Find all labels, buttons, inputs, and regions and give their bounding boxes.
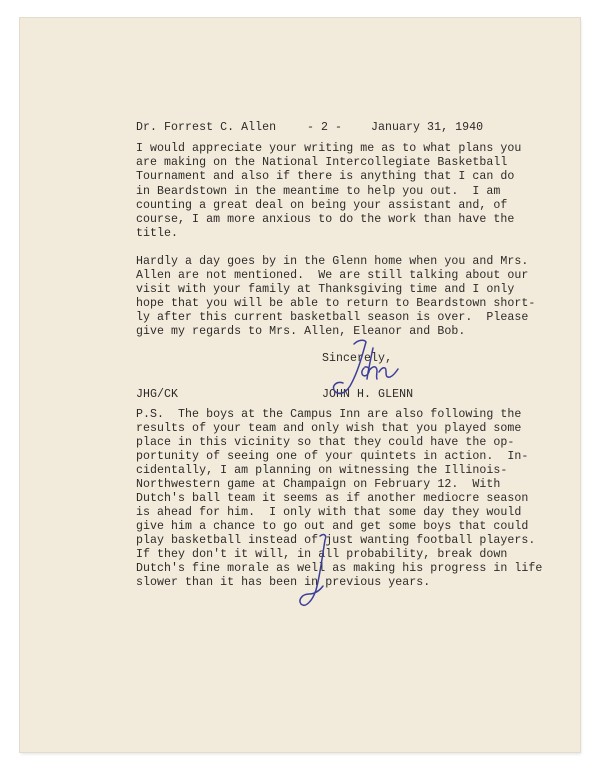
postscript-line: place in this vicinity so that they could have the op- (136, 436, 515, 449)
postscript-line: slower than it has been in previous years. (136, 576, 431, 589)
postscript-line: Dutch's ball team it seems as if another mediocre season (136, 492, 529, 505)
postscript-line: P.S. The boys at the Campus Inn are also following the (136, 408, 522, 421)
postscript-line: If they don't it will, in all probability, break down (136, 548, 508, 561)
letter-page (20, 18, 580, 752)
body-line: in Beardstown in the meantime to help you out. I am (136, 185, 501, 198)
body-line: visit with your family at Thanksgiving time and I only (136, 283, 515, 296)
body-line: hope that you will be able to return to Beardstown short- (136, 297, 536, 310)
postscript-line: results of your team and only wish that you played some (136, 422, 522, 435)
postscript-line: Northwestern game at Champaign on February 12. With (136, 478, 501, 491)
body-line: ly after this current basketball season is over. Please (136, 311, 529, 324)
body-line: Allen are not mentioned. We are still talking about our (136, 269, 529, 282)
postscript-line: is ahead for him. I only with that some day they would (136, 506, 522, 519)
body-line: Tournament and also if there is anything that I can do (136, 170, 515, 183)
postscript-line: cidentally, I am planning on witnessing the Illinois- (136, 464, 508, 477)
closing-salutation: Sincerely, (322, 352, 393, 365)
body-line: course, I am more anxious to do the work than have the (136, 213, 515, 226)
header-recipient: Dr. Forrest C. Allen (136, 121, 277, 134)
header-page-number: - 2 - (307, 121, 343, 134)
body-line: counting a great deal on being your assistant and, of (136, 199, 508, 212)
postscript-line: give him a chance to go out and get some boys that could (136, 520, 529, 533)
signer-name: JOHN H. GLENN (322, 388, 414, 401)
postscript-line: portunity of seeing one of your quintets in action. In- (136, 450, 529, 463)
body-line: give my regards to Mrs. Allen, Eleanor and Bob. (136, 325, 466, 338)
body-line: are making on the National Intercollegiate Basketball (136, 156, 508, 169)
typist-initials: JHG/CK (136, 388, 179, 401)
signature-john (320, 334, 410, 402)
postscript-line: play basketball instead of just wanting football players. (136, 534, 536, 547)
postscript-line: Dutch's fine morale as well as making his progress in life (136, 562, 543, 575)
body-line: I would appreciate your writing me as to what plans you (136, 142, 522, 155)
body-line: Hardly a day goes by in the Glenn home when you and Mrs. (136, 255, 529, 268)
header-date: January 31, 1940 (371, 121, 484, 134)
handwritten-initial-j (290, 528, 340, 618)
body-line: title. (136, 227, 179, 240)
